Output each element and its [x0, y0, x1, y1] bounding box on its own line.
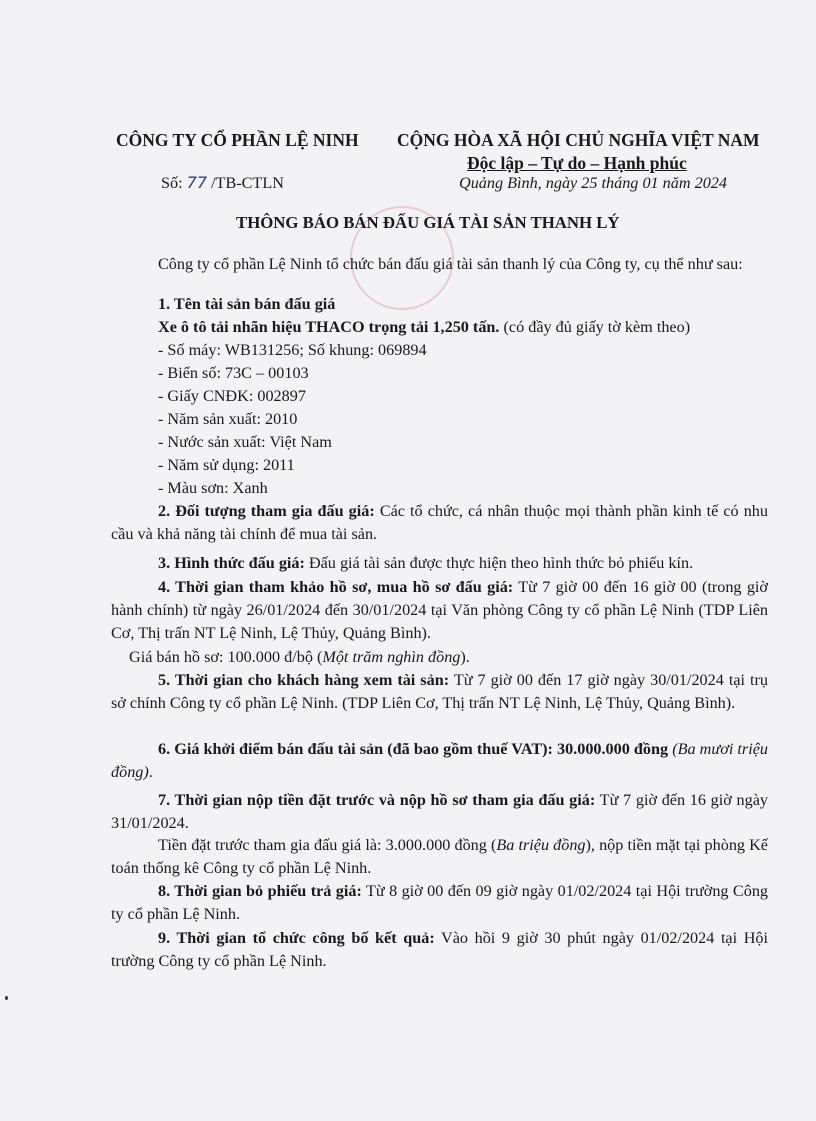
- section9-text: Vào hồi 9 giờ 30 phút ngày 01/02/2024 tại Hội trường Công ty cổ phần Lệ Ninh.: [111, 929, 769, 971]
- asset-note: (có đầy đủ giấy tờ kèm theo): [499, 318, 691, 336]
- asset-item: - Năm sản xuất: 2010: [158, 410, 298, 428]
- asset-item: - Biển số: 73C – 00103: [158, 364, 309, 382]
- section5-paragraph: [111, 669, 768, 715]
- section6-words: (Ba mươi triệu đồng): [111, 740, 768, 782]
- intro-text: Công ty cổ phần Lệ Ninh tổ chức bán đấu giá tài sản thanh lý của Công ty, cụ thể như sau:: [158, 255, 743, 273]
- scan-speck: [5, 996, 8, 1000]
- place-date: Quảng Bình, ngày 25 tháng 01 năm 2024: [459, 174, 727, 192]
- number-prefix: Số:: [161, 174, 183, 192]
- fee-line: [129, 646, 470, 669]
- section2-paragraph: [111, 500, 768, 546]
- section3-label: 3. Hình thức đấu giá:: [158, 554, 305, 572]
- fee-words: Một trăm nghìn đồng: [322, 648, 461, 666]
- company-name: CÔNG TY CỔ PHẦN LỆ NINH: [116, 130, 359, 150]
- section6-paragraph: [111, 738, 768, 784]
- section5-label: 5. Thời gian cho khách hàng xem tài sản:: [158, 671, 450, 689]
- section4-label: 4. Thời gian tham khảo hồ sơ, mua hồ sơ đấu giá:: [158, 578, 514, 596]
- fee-end: ).: [460, 648, 470, 666]
- section5-text: Từ 7 giờ 00 đến 17 giờ ngày 30/01/2024 tại trụ sở chính Công ty cổ phần Lệ Ninh. (TDP Liên Cơ, Thị trấn NT Lệ Ninh, Lệ Thủy, Quảng Bình).: [111, 671, 769, 713]
- deposit-paragraph: [111, 834, 768, 880]
- fee-text: Giá bán hồ sơ: 100.000 đ/bộ (: [129, 648, 323, 666]
- section9-label: 9. Thời gian tổ chức công bố kết quả:: [158, 929, 435, 947]
- document-number: [161, 171, 284, 195]
- section9-paragraph: [111, 927, 768, 973]
- asset-name: Xe ô tô tải nhãn hiệu THACO trọng tải 1,250 tấn.: [158, 318, 500, 336]
- intro-paragraph: [111, 253, 768, 276]
- number-suffix: /TB-CTLN: [211, 174, 284, 192]
- deposit-end: ), nộp tiền mặt tại phòng Kế toán thống kê Công ty cổ phần Lệ Ninh.: [111, 836, 768, 878]
- asset-item: - Số máy: WB131256; Số khung: 069894: [158, 341, 427, 359]
- deposit-words: Ba triệu đồng: [496, 836, 586, 854]
- section7-paragraph: [111, 789, 768, 835]
- section4-text: Từ 7 giờ 00 đến 16 giờ 00 (trong giờ hành chính) từ ngày 26/01/2024 đến 30/01/2024 tại Văn phòng Công ty cổ phần Lệ Ninh (TDP Liên Cơ, Thị trấn NT Lệ Ninh, Lệ Thủy, Quảng Bình).: [111, 578, 768, 643]
- asset-item: - Màu sơn: Xanh: [158, 479, 268, 497]
- handwritten-number: 77: [186, 173, 208, 192]
- section6-end: .: [148, 763, 153, 782]
- asset-item: - Nước sản xuất: Việt Nam: [158, 433, 332, 451]
- section6-label: 6. Giá khởi điểm bán đấu tài sản (đã bao gồm thuế VAT): 30.000.000 đồng: [158, 740, 669, 758]
- section8-paragraph: [111, 880, 768, 926]
- document-title: THÔNG BÁO BÁN ĐẤU GIÁ TÀI SẢN THANH LÝ: [236, 213, 620, 232]
- section8-label: 8. Thời gian bỏ phiếu trả giá:: [158, 882, 362, 900]
- asset-item: - Giấy CNĐK: 002897: [158, 387, 306, 405]
- national-motto: Độc lập – Tự do – Hạnh phúc: [467, 153, 687, 173]
- section7-label: 7. Thời gian nộp tiền đặt trước và nộp hồ sơ tham gia đấu giá:: [158, 791, 596, 809]
- section1-asset: [158, 316, 690, 339]
- asset-item: - Năm sử dụng: 2011: [158, 456, 295, 474]
- deposit-text: Tiền đặt trước tham gia đấu giá là: 3.000.000 đồng (: [158, 836, 497, 854]
- country-name: CỘNG HÒA XÃ HỘI CHỦ NGHĨA VIỆT NAM: [397, 130, 760, 150]
- section3-text: Đấu giá tài sản được thực hiện theo hình thức bỏ phiếu kín.: [304, 554, 694, 572]
- section7-text: Từ 7 giờ đến 16 giờ ngày 31/01/2024.: [111, 791, 768, 833]
- section2-text: Các tổ chức, cá nhân thuộc mọi thành phần kinh tế có nhu cầu và khả năng tài chính để mua tài sản.: [111, 502, 768, 544]
- section4-paragraph: [111, 576, 768, 646]
- section1-heading: 1. Tên tài sản bán đấu giá: [158, 295, 336, 313]
- section2-label: 2. Đối tượng tham gia đấu giá:: [158, 502, 375, 520]
- section3-paragraph: [111, 552, 768, 575]
- section8-text: Từ 8 giờ 00 đến 09 giờ ngày 01/02/2024 tại Hội trường Công ty cổ phần Lệ Ninh.: [111, 882, 769, 924]
